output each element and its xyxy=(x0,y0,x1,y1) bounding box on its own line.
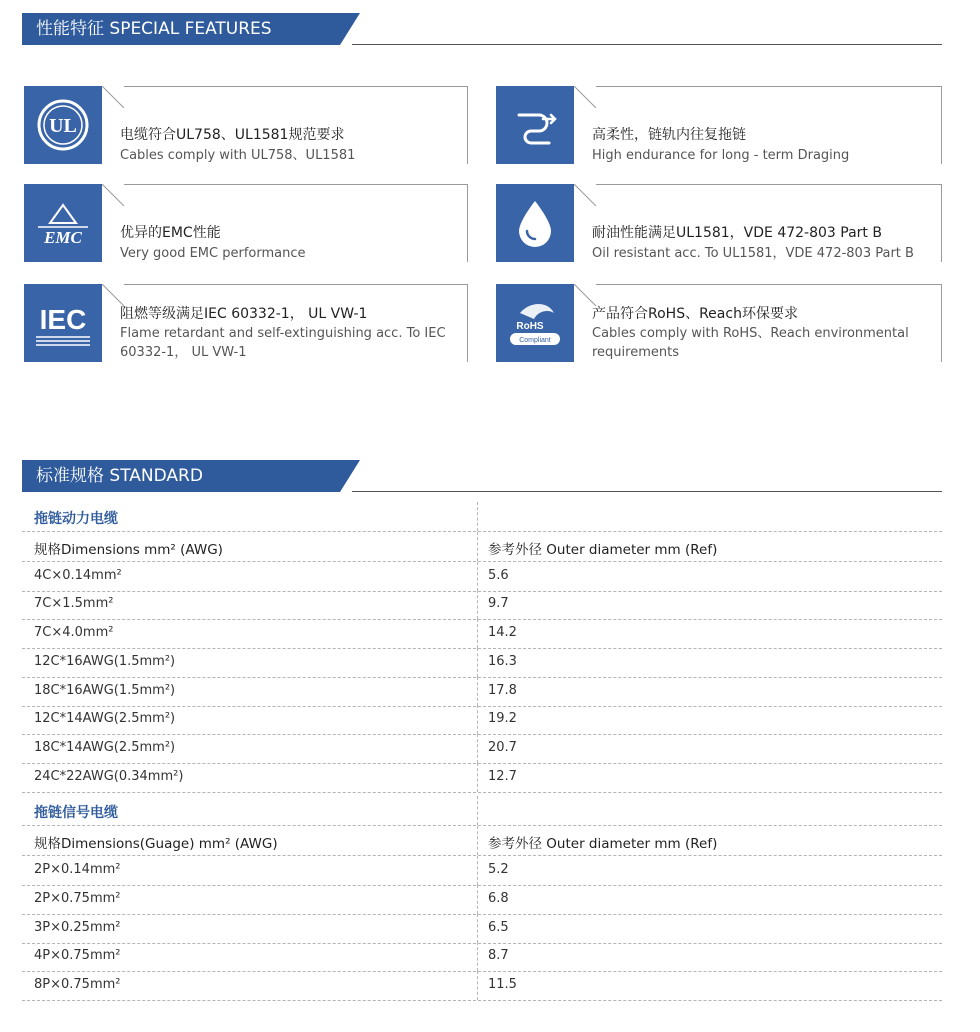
cell-dimension: 8P×0.75mm² xyxy=(34,977,121,992)
card-border-top xyxy=(596,184,942,185)
column-divider xyxy=(477,705,478,734)
cell-diameter: 9.7 xyxy=(488,596,509,611)
feature-title-cn: 高柔性，链轨内往复拖链 xyxy=(592,127,746,143)
cell-diameter: 20.7 xyxy=(488,740,517,755)
rohs-compliant-icon xyxy=(496,284,574,362)
table-group-row xyxy=(22,796,942,826)
cell-dimension: 12C*14AWG(2.5mm²) xyxy=(34,711,176,726)
header-dimensions: 规格Dimensions mm² (AWG) xyxy=(34,542,223,558)
header-outer-diameter: 参考外径 Outer diameter mm (Ref) xyxy=(488,836,718,852)
card-border-right xyxy=(467,86,468,164)
cell-dimension: 18C*16AWG(1.5mm²) xyxy=(34,683,176,698)
iec-icon xyxy=(24,284,102,362)
column-divider xyxy=(477,734,478,763)
ul-certification-icon xyxy=(24,86,102,164)
column-divider xyxy=(477,914,478,943)
cell-diameter: 17.8 xyxy=(488,683,517,698)
feature-desc-en: Very good EMC performance xyxy=(120,246,306,261)
cell-diameter: 6.8 xyxy=(488,891,509,906)
card-notch xyxy=(574,86,596,108)
column-divider xyxy=(477,532,478,561)
column-divider xyxy=(477,619,478,648)
cell-diameter: 14.2 xyxy=(488,625,517,640)
features-header-rule xyxy=(352,44,942,45)
column-divider xyxy=(477,763,478,792)
column-divider xyxy=(477,648,478,677)
table-header-row xyxy=(22,826,942,856)
cell-diameter: 11.5 xyxy=(488,977,517,992)
cell-diameter: 19.2 xyxy=(488,711,517,726)
cell-dimension: 24C*22AWG(0.34mm²) xyxy=(34,769,184,784)
group-title: 拖链信号电缆 xyxy=(34,805,118,821)
cell-diameter: 8.7 xyxy=(488,948,509,963)
feature-desc-en: Flame retardant and self-extinguishing acc. To IEC 60332-1， UL VW-1 xyxy=(120,326,446,360)
table-row xyxy=(22,677,942,707)
column-divider xyxy=(477,502,478,531)
column-divider xyxy=(477,942,478,971)
feature-desc-en: Oil resistant acc. To UL1581，VDE 472-803 Part B xyxy=(592,246,914,261)
group-title: 拖链动力电缆 xyxy=(34,511,118,527)
table-row xyxy=(22,971,942,1001)
feature-card-iec xyxy=(24,284,468,362)
features-section-title: 性能特征 SPECIAL FEATURES xyxy=(22,13,340,45)
compliant-icon-text: Compliant xyxy=(519,337,551,344)
cell-dimension: 18C*14AWG(2.5mm²) xyxy=(34,740,176,755)
standard-section-title: 标准规格 STANDARD xyxy=(22,460,340,492)
card-border-right xyxy=(467,184,468,262)
card-border-top xyxy=(124,184,468,185)
table-row xyxy=(22,942,942,972)
table-row xyxy=(22,648,942,678)
feature-desc-en: High endurance for long - term Draging xyxy=(592,148,850,163)
table-row xyxy=(22,705,942,735)
card-border-top xyxy=(596,86,942,87)
table-group-row xyxy=(22,502,942,532)
table-row xyxy=(22,619,942,649)
column-divider xyxy=(477,677,478,706)
cell-diameter: 16.3 xyxy=(488,654,517,669)
ul-icon-text: UL xyxy=(49,115,77,137)
table-row xyxy=(22,590,942,620)
feature-card-oil xyxy=(496,184,942,262)
column-divider xyxy=(477,590,478,619)
cell-diameter: 5.2 xyxy=(488,862,509,877)
oil-drop-icon xyxy=(496,184,574,262)
card-border-right xyxy=(941,184,942,262)
cell-dimension: 4C×0.14mm² xyxy=(34,568,122,583)
feature-desc-en: Cables comply with RoHS、Reach environmental requirements xyxy=(592,326,909,360)
flex-drag-icon xyxy=(496,86,574,164)
table-row xyxy=(22,734,942,764)
feature-card-rohs xyxy=(496,284,942,362)
cell-dimension: 3P×0.25mm² xyxy=(34,920,121,935)
cell-diameter: 5.6 xyxy=(488,568,509,583)
header-outer-diameter: 参考外径 Outer diameter mm (Ref) xyxy=(488,542,718,558)
feature-card-ul xyxy=(24,86,468,164)
table-row xyxy=(22,763,942,793)
column-divider xyxy=(477,796,478,825)
cell-dimension: 2P×0.14mm² xyxy=(34,862,121,877)
standard-table xyxy=(22,502,942,1002)
cell-dimension: 2P×0.75mm² xyxy=(34,891,121,906)
card-border-right xyxy=(941,284,942,362)
card-notch xyxy=(574,184,596,206)
feature-title-cn: 阻燃等级满足IEC 60332-1， UL VW-1 xyxy=(120,306,368,322)
card-notch xyxy=(102,86,124,108)
cell-dimension: 7C×4.0mm² xyxy=(34,625,114,640)
cell-dimension: 7C×1.5mm² xyxy=(34,596,114,611)
cell-dimension: 4P×0.75mm² xyxy=(34,948,121,963)
table-row xyxy=(22,885,942,915)
header-dimensions: 规格Dimensions(Guage) mm² (AWG) xyxy=(34,836,278,852)
feature-card-flex xyxy=(496,86,942,164)
card-notch xyxy=(102,184,124,206)
table-row xyxy=(22,914,942,944)
table-row xyxy=(22,856,942,886)
emc-icon-text: EMC xyxy=(44,228,82,247)
card-border-top xyxy=(124,86,468,87)
standard-header-rule xyxy=(352,491,942,492)
feature-title-cn: 优异的EMC性能 xyxy=(120,225,221,241)
iec-icon-text: IEC xyxy=(39,304,87,335)
cell-diameter: 6.5 xyxy=(488,920,509,935)
table-header-row xyxy=(22,532,942,562)
feature-title-cn: 电缆符合UL758、UL1581规范要求 xyxy=(120,127,345,143)
cell-diameter: 12.7 xyxy=(488,769,517,784)
emc-icon xyxy=(24,184,102,262)
card-border-top xyxy=(124,284,468,285)
table-row xyxy=(22,562,942,592)
feature-title-cn: 产品符合RoHS、Reach环保要求 xyxy=(592,306,798,322)
column-divider xyxy=(477,562,478,591)
column-divider xyxy=(477,885,478,914)
feature-desc-en: Cables comply with UL758、UL1581 xyxy=(120,148,356,163)
cell-dimension: 12C*16AWG(1.5mm²) xyxy=(34,654,176,669)
column-divider xyxy=(477,971,478,1000)
feature-card-emc xyxy=(24,184,468,262)
column-divider xyxy=(477,856,478,885)
column-divider xyxy=(477,826,478,855)
card-border-right xyxy=(941,86,942,164)
card-border-top xyxy=(596,284,942,285)
rohs-icon-text: RoHS xyxy=(516,321,544,332)
feature-title-cn: 耐油性能满足UL1581，VDE 472-803 Part B xyxy=(592,225,882,241)
